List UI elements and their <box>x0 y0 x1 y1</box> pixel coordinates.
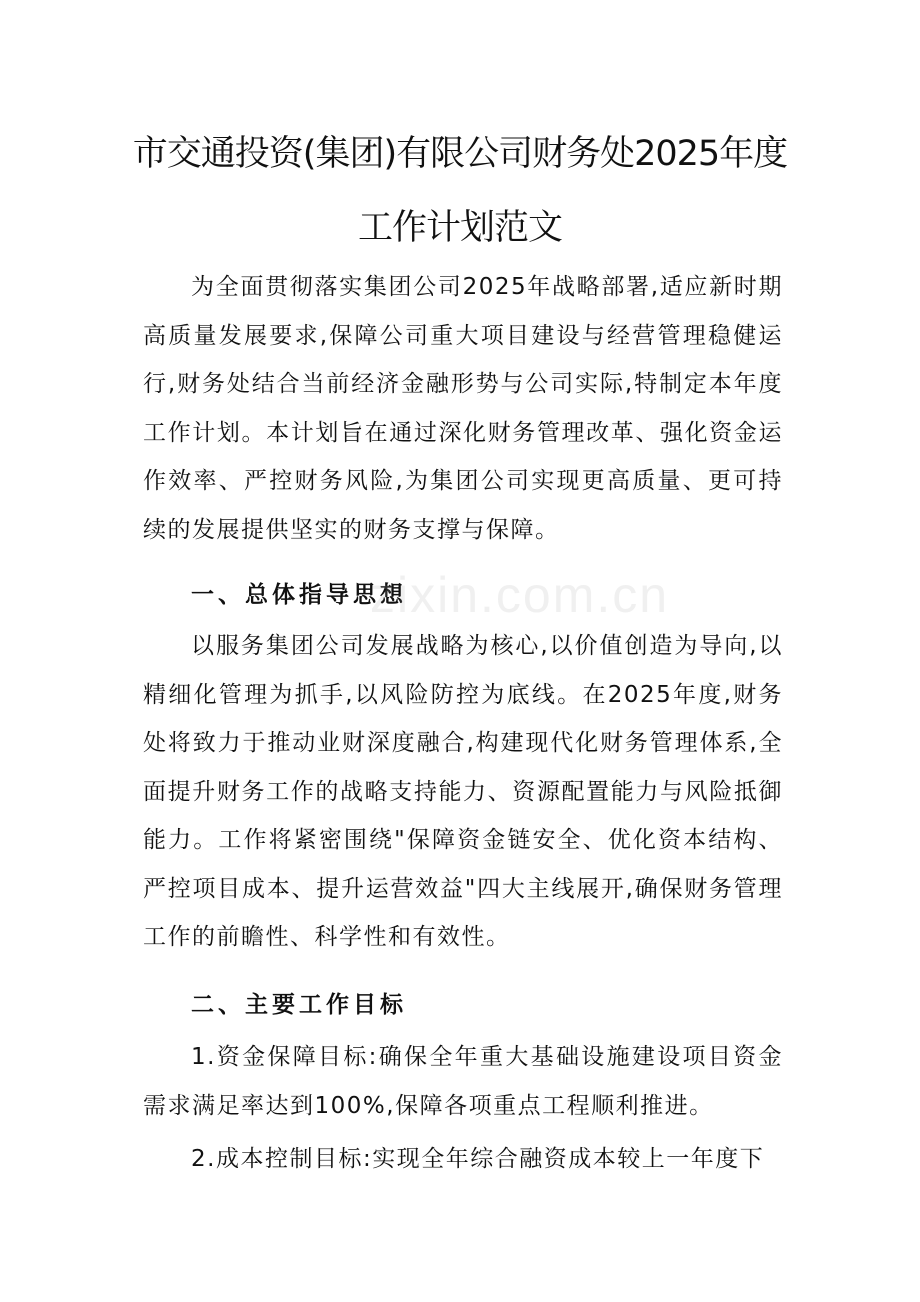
watermark: zixin.com.cn <box>370 567 670 623</box>
document-title-line2: 工作计划范文 <box>357 208 562 248</box>
goal-2-paragraph: 2.成本控制目标:实现全年综合融资成本较上一年度下 <box>191 1146 765 1172</box>
section1-paragraph: 以服务集团公司发展战略为核心,以价值创造为导向,以精细化管理为抓手,以风险防控为底线。在2025年度,财务处将致力于推动业财深度融合,构建现代化财务管理体系,全面提升财务工作的战略支持能力、资源配置能力与风险抵御能力。工作将紧密围绕"保障资金链安全、优化资本结构、严控项目成本、提升运营效益"四大主线展开,确保财务管理工作的前瞻性、科学性和有效性。 <box>143 633 783 950</box>
section2-heading: 二、主要工作目标 <box>191 992 407 1018</box>
document-title-line1: 市交通投资(集团)有限公司财务处2025年度 <box>132 134 788 174</box>
intro-paragraph: 为全面贯彻落实集团公司2025年战略部署,适应新时期高质量发展要求,保障公司重大项目建设与经营管理稳健运行,财务处结合当前经济金融形势与公司实际,特制定本年度工作计划。本计划旨在通过深化财务管理改革、强化资金运作效率、严控财务风险,为集团公司实现更高质量、更可持续的发展提供坚实的财务支撑与保障。 <box>143 274 783 543</box>
section1-heading: 一、总体指导思想 <box>191 582 407 608</box>
goal-1-paragraph: 1.资金保障目标:确保全年重大基础设施建设项目资金需求满足率达到100%,保障各项重点工程顺利推进。 <box>143 1044 783 1119</box>
